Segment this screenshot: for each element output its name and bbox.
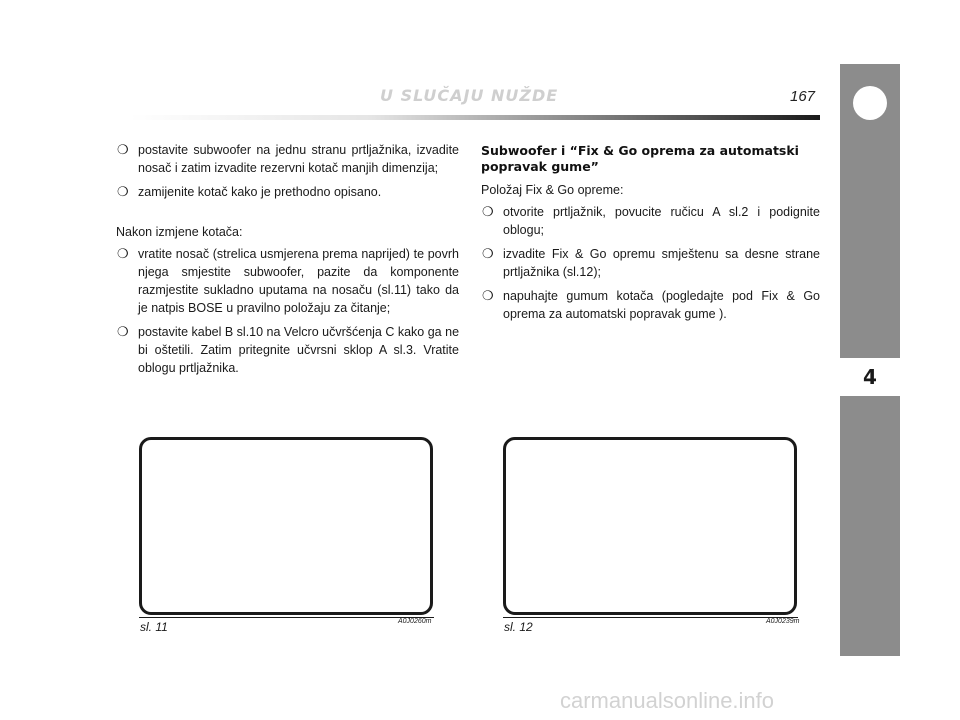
page-header-title: U SLUČAJU NUŽDE xyxy=(380,86,559,105)
list-item xyxy=(116,141,459,177)
bullet-list-top xyxy=(116,141,459,201)
list-item xyxy=(116,183,459,201)
list-item xyxy=(116,323,459,377)
figure-12-frame xyxy=(503,437,797,615)
bullet-circle-icon: ❍ xyxy=(117,142,129,157)
bullet-circle-icon: ❍ xyxy=(482,246,494,261)
bullet-circle-icon: ❍ xyxy=(117,184,129,199)
figure-12-code: A0J0239m xyxy=(766,618,800,625)
page-number: 167 xyxy=(790,88,816,105)
figure-11-caption: sl. 11 xyxy=(140,620,168,634)
right-text-column xyxy=(481,143,820,329)
figure-11-code: A0J0260m xyxy=(398,618,432,625)
section-intro: Položaj Fix & Go opreme: xyxy=(481,183,624,197)
list-item-text: napuhajte gumum kotača (pogledajte pod Fix & Go oprema za automatski popravak gume ). xyxy=(503,289,820,321)
list-item xyxy=(481,203,820,239)
list-item xyxy=(116,245,459,317)
bullet-circle-icon: ❍ xyxy=(117,324,129,339)
bullet-circle-icon: ❍ xyxy=(482,204,494,219)
list-item xyxy=(481,287,820,323)
list-item xyxy=(481,245,820,281)
left-text-column xyxy=(116,141,459,383)
after-change-note: Nakon izmjene kotača: xyxy=(116,225,243,239)
figure-11-frame xyxy=(139,437,433,615)
figure-11-rule xyxy=(139,617,434,618)
watermark-text: carmanualsonline.info xyxy=(560,688,775,713)
list-item-text: otvorite prtljažnik, povucite ručicu A sl.2 i podignite oblogu; xyxy=(503,205,820,237)
list-item-text: izvadite Fix & Go opremu smještenu sa desne strane prtljažnika (sl.12); xyxy=(503,247,820,279)
section-heading: Subwoofer i “Fix & Go oprema za automatski popravak gume” xyxy=(481,143,799,174)
figure-12-caption: sl. 12 xyxy=(504,620,533,634)
bullet-circle-icon: ❍ xyxy=(482,288,494,303)
list-item-text: zamijenite kotač kako je prethodno opisano. xyxy=(138,185,382,199)
header-divider xyxy=(130,115,820,120)
list-item-text: postavite kabel B sl.10 na Velcro učvršćenja C kako ga ne bi oštetili. Zatim pritegnite učvrsni sklop A sl.3. Vratite oblogu prtljažnika. xyxy=(138,325,460,375)
bullet-list-right xyxy=(481,203,820,323)
chapter-number: 4 xyxy=(840,358,900,396)
bullet-circle-icon: ❍ xyxy=(117,246,129,261)
bullet-list-bottom xyxy=(116,245,459,377)
list-item-text: postavite subwoofer na jednu stranu prtljažnika, izvadite nosač i zatim izvadite rezervni kotač manjih dimenzija; xyxy=(138,143,459,175)
list-item-text: vratite nosač (strelica usmjerena prema naprijed) te povrh njega smjestite subwoofer, pazite da komponente razmjestite sukladno uputama na nosaču (sl.11) tako da je natpis BOSE u pravilno položaju za čitanje; xyxy=(138,247,459,315)
side-tab-circle-marker xyxy=(853,86,887,120)
figure-12-rule xyxy=(503,617,798,618)
